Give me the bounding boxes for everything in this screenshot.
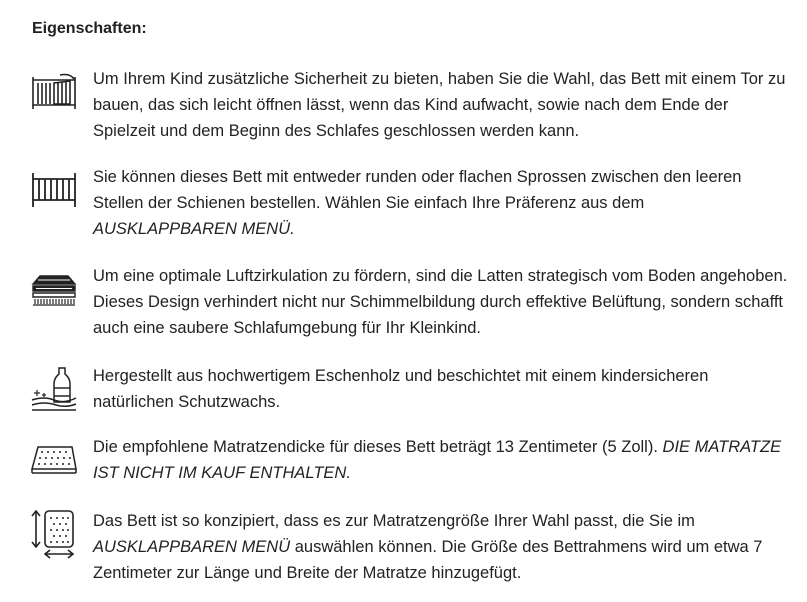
gate-crib-icon [30, 66, 80, 116]
ash-wood-wax-icon [30, 363, 80, 413]
feature-text: Die empfohlene Matratzendicke für dieses Bett beträgt 13 Zentimeter (5 Zoll). DIE MATRATZE IST NICHT IM KAUF ENTHALTEN. [93, 438, 782, 482]
dropdown-menu-reference: AUSKLAPPBAREN MENÜ. [93, 220, 295, 238]
feature-item-slats [30, 263, 790, 341]
crib-rails-icon [30, 164, 80, 214]
feature-item-gate [30, 66, 790, 144]
feature-item-rails [30, 164, 790, 242]
feature-item-wood [30, 363, 790, 415]
feature-item-mattress [30, 434, 790, 486]
mattress-not-included-note: DIE MATRATZE IST NICHT IM KAUF ENTHALTEN. [93, 438, 782, 482]
feature-text: Hergestellt aus hochwertigem Eschenholz und beschichtet mit einem kindersicheren natürlichen Schutzwachs. [93, 367, 709, 411]
feature-text: Um eine optimale Luftzirkulation zu fördern, sind die Latten strategisch vom Boden angehoben. Dieses Design verhindert nicht nur Schimmelbildung durch effektive Belüftung, sondern schafft auch eine saubere Schlafumgebung für Ihr Kleinkind. [93, 267, 788, 337]
feature-item-size [30, 508, 790, 586]
mattress-size-icon [30, 508, 80, 558]
feature-text: Das Bett ist so konzipiert, dass es zur Matratzengröße Ihrer Wahl passt, die Sie im AUSKLAPPBAREN MENÜ auswählen können. Die Größe des Bettrahmens wird um etwa 7 Zentimeter zur Länge und Breite der Matratze hinzugefügt. [93, 512, 763, 582]
raised-slats-icon [30, 263, 80, 313]
mattress-icon [30, 434, 80, 484]
section-heading: Eigenschaften: [32, 20, 147, 37]
feature-text: Um Ihrem Kind zusätzliche Sicherheit zu bieten, haben Sie die Wahl, das Bett mit einem Tor zu bauen, das sich leicht öffnen lässt, wenn das Kind aufwacht, sowie nach dem Ende der Spielzeit und dem Beginn des Schlafes geschlossen werden kann. [93, 70, 786, 140]
dropdown-menu-reference: AUSKLAPPBAREN MENÜ [93, 538, 291, 556]
feature-text: Sie können dieses Bett mit entweder runden oder flachen Sprossen zwischen den leeren Stellen der Schienen bestellen. Wählen Sie einfach Ihre Präferenz aus dem AUSKLAPPBAREN MENÜ. [93, 168, 742, 238]
